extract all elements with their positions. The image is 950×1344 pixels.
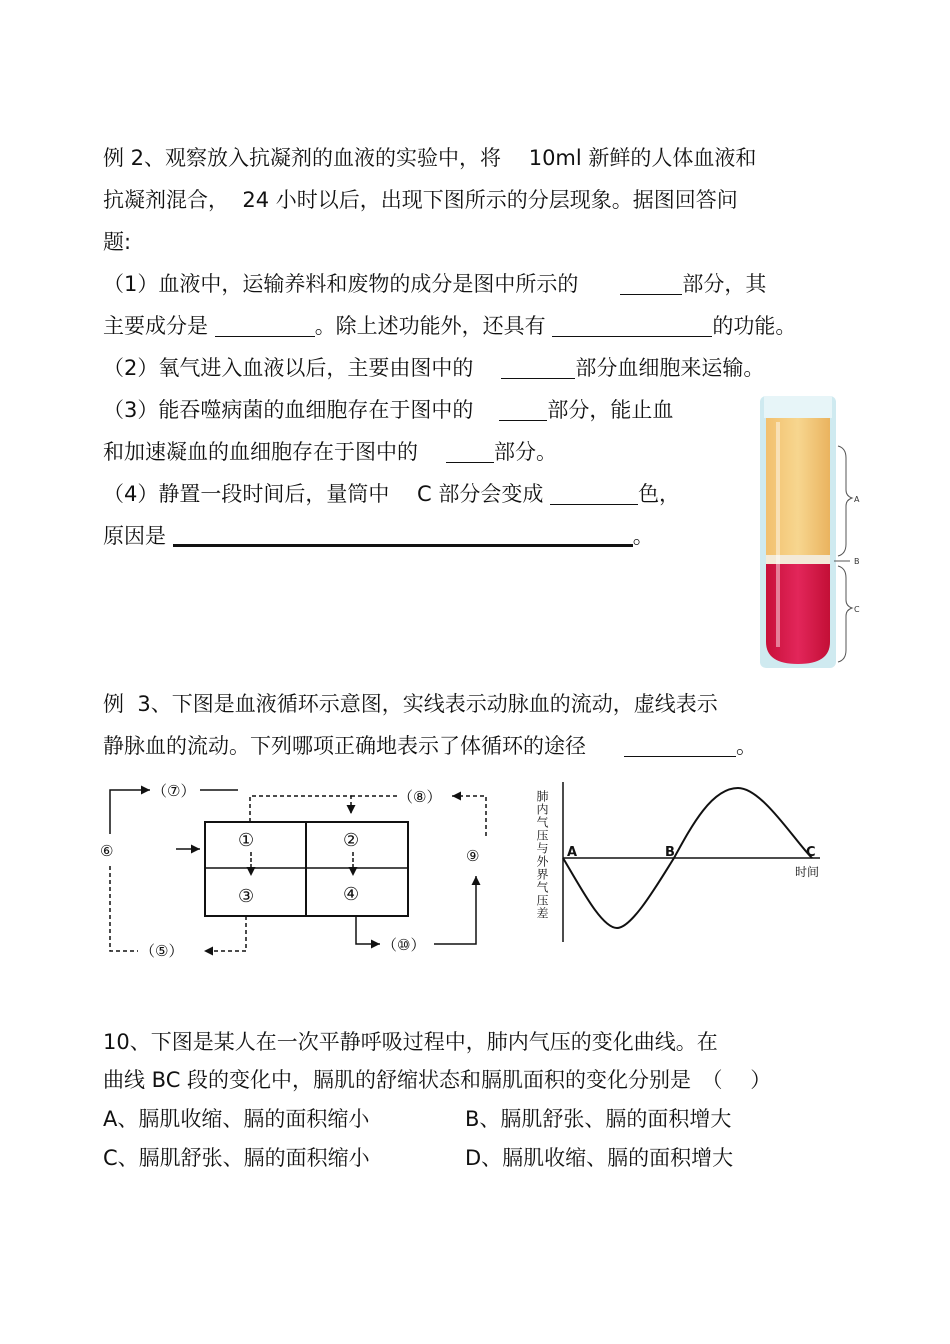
q1-text-d: 。除上述功能外，还具有 (314, 314, 546, 338)
path-6-7 (110, 790, 150, 834)
path-4-10 (356, 916, 380, 944)
q4-text-b: 色， (638, 482, 681, 506)
q1-text-c: 主要成分是 (103, 314, 208, 338)
label-7: （⑦） (152, 782, 196, 800)
q10-option-c[interactable]: C、膈肌舒张、膈的面积缩小 (103, 1146, 370, 1170)
q4-blank-1[interactable] (550, 482, 638, 505)
label-5: （⑤） (140, 942, 184, 960)
ex2-line3: 题: (103, 230, 132, 254)
path-9-8 (452, 796, 486, 836)
path-3-5 (204, 916, 246, 951)
ex3-line2-text: 静脉血的流动。下列哪项正确地表示了体循环的途径 (103, 734, 586, 758)
graph-xlabel: 时间 (795, 865, 820, 879)
q10-line2: 曲线 BC 段的变化中，膈肌的舒缩状态和膈肌面积的变化分别是 （ ） (103, 1068, 772, 1092)
tube-top (764, 396, 832, 418)
point-c: C (806, 845, 816, 860)
label-8: （⑧） (398, 788, 442, 806)
q3-text-d: 部分。 (494, 440, 557, 464)
q2-text-a: （2）氧气进入血液以后，主要由图中的 (103, 356, 474, 380)
q1-blank-3[interactable] (552, 314, 712, 337)
tube-label-c: C (854, 605, 860, 614)
q10-line1: 10、下图是某人在一次平静呼吸过程中，肺内气压的变化曲线。在 (103, 1030, 718, 1054)
brace-c (838, 566, 852, 662)
q10-option-a[interactable]: A、膈肌收缩、膈的面积缩小 (103, 1107, 370, 1131)
ex2-line2: 抗凝剂混合， 24 小时以后，出现下图所示的分层现象。据图回答问 (103, 188, 738, 212)
q1-blank-2[interactable] (215, 314, 315, 337)
circulation-diagram (98, 776, 498, 966)
q4-text-c: 原因是 (103, 524, 166, 548)
q10-option-d[interactable]: D、膈肌收缩、膈的面积增大 (465, 1146, 734, 1170)
q2-text-b: 部分血细胞来运输。 (575, 356, 765, 380)
path-10-9 (434, 876, 476, 944)
chamber-4: ④ (343, 884, 360, 905)
chamber-3: ③ (238, 886, 255, 907)
lung-pressure-graph (532, 770, 832, 950)
path-6-5 (110, 866, 138, 951)
ex2-line1: 例 2、观察放入抗凝剂的血液的实验中，将 10ml 新鲜的人体血液和 (103, 146, 757, 170)
q1-blank-1[interactable] (620, 272, 682, 295)
q3-text-b: 部分，能止血 (547, 398, 674, 422)
q4-text-d: 。 (632, 524, 654, 548)
red-cell-layer (766, 564, 830, 664)
ex2-q4-line (103, 480, 680, 508)
path-1-2-top (250, 796, 351, 822)
chamber-2: ② (343, 830, 360, 851)
ex2-q3-line2 (103, 438, 557, 466)
q3-text-a: （3）能吞噬病菌的血细胞存在于图中的 (103, 398, 474, 422)
ex3-blank[interactable] (624, 734, 736, 757)
label-6: ⑥ (100, 842, 114, 860)
ex3-line1: 例 3、下图是血液循环示意图，实线表示动脉血的流动，虚线表示 (103, 692, 718, 716)
q1-text-a: （1）血液中，运输养料和废物的成分是图中所示的 (103, 272, 579, 296)
q1-text-e: 的功能。 (712, 314, 797, 338)
point-b: B (665, 845, 675, 860)
point-a: A (567, 845, 578, 860)
q3-blank-2[interactable] (446, 440, 494, 463)
q3-blank-1[interactable] (499, 398, 547, 421)
q4-blank-2[interactable] (173, 522, 633, 547)
ex3-line2-end: 。 (736, 734, 757, 758)
plasma-layer (766, 418, 830, 555)
q2-blank[interactable] (501, 356, 575, 379)
graph-ylabel: 肺内气压与外界气压差 (535, 790, 549, 920)
label-10: （⑩） (382, 936, 426, 954)
ex2-q1-line (103, 270, 766, 298)
q3-text-c: 和加速凝血的血细胞存在于图中的 (103, 440, 418, 464)
ex2-q2-line (103, 354, 764, 382)
ex2-q1-line2 (103, 312, 796, 340)
ex3-line2 (103, 732, 757, 760)
brace-a (838, 446, 852, 556)
buffy-layer (766, 555, 830, 564)
blood-tube-figure (758, 392, 868, 672)
tube-label-b: B (854, 557, 860, 566)
tube-label-a: A (854, 495, 860, 504)
ex2-q4-line2 (103, 522, 654, 550)
q1-text-b: 部分，其 (682, 272, 767, 296)
q10-option-b[interactable]: B、膈肌舒张、膈的面积增大 (465, 1107, 732, 1131)
label-9: ⑨ (466, 847, 480, 865)
q4-text-a: （4）静置一段时间后，量筒中 C 部分会变成 (103, 482, 544, 506)
ex2-q3-line (103, 396, 673, 424)
chamber-1: ① (238, 830, 255, 851)
